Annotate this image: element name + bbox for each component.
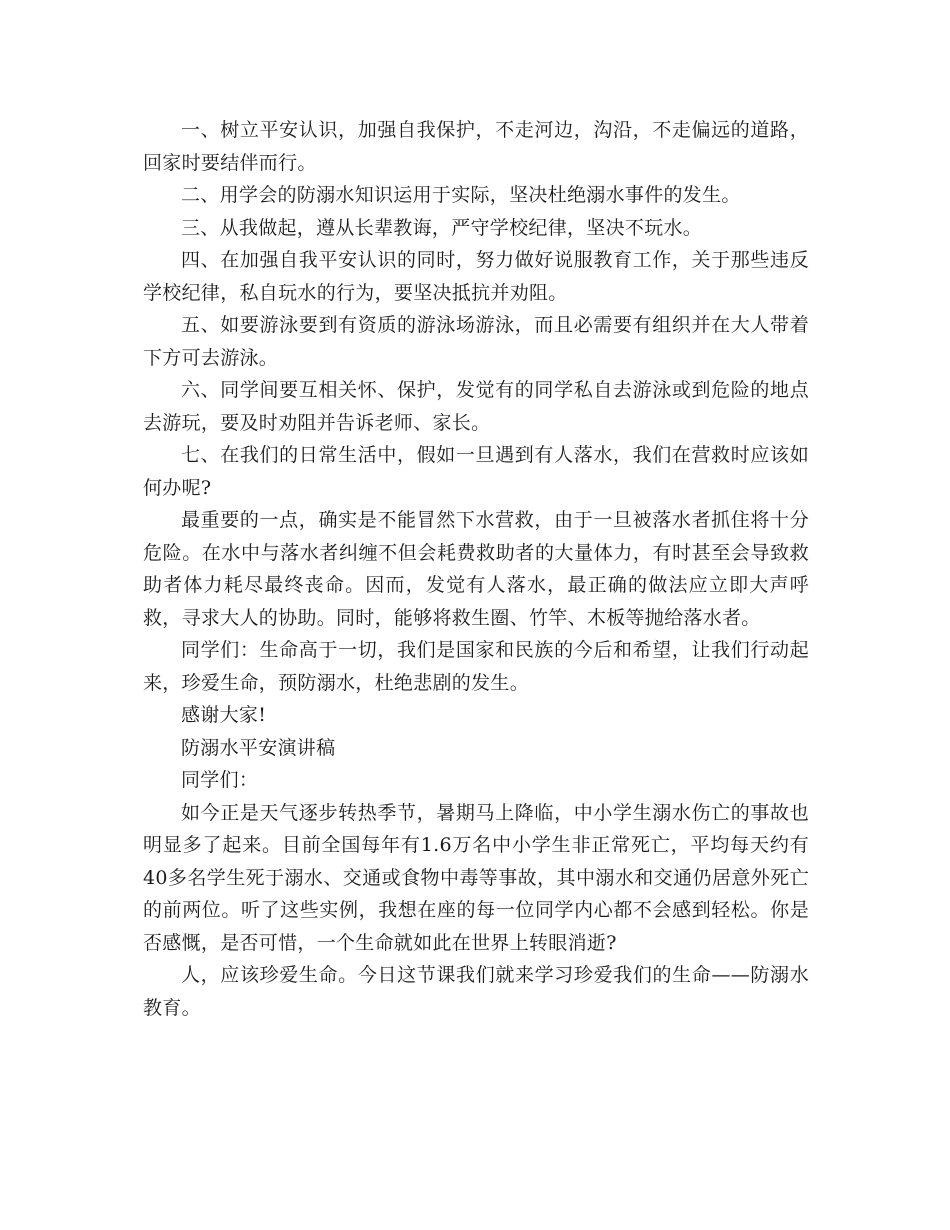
salutation: 同学们： xyxy=(181,769,259,791)
paragraph-13: 如今正是天气逐步转热季节，暑期马上降临，中小学生溺水伤亡的事故也明显多了起来。目前全国每年有1.6万名中小学生非正常死亡，平均每天约有40多名学生死于溺水、交通或食物中毒等事故，其中溺水和交通仍居意外死亡的前两位。听了这些实例，我想在座的每一位同学内心都不会感到轻松。你是否感慨，是否可惜，一个生命就如此在世界上转眼消逝? xyxy=(143,801,809,954)
paragraph-2: 二、用学会的防溺水知识运用于实际，坚决杜绝溺水事件的发生。 xyxy=(181,184,741,206)
paragraph-10: 感谢大家! xyxy=(181,704,267,726)
paragraph-8: 最重要的一点，确实是不能冒然下水营救，由于一旦被落水者抓住将十分危险。在水中与落水者纠缠不但会耗费救助者的大量体力，有时甚至会导致救助者体力耗尽最终丧命。因而，发觉有人落水，最正确的做法应立即大声呼救，寻求大人的协助。同时，能够将救生圈、竹竿、木板等抛给落水者。 xyxy=(143,509,809,629)
paragraph-1: 一、树立平安认识，加强自我保护，不走河边，沟沿，不走偏远的道路，回家时要结伴而行。 xyxy=(143,119,809,174)
paragraph-5: 五、如要游泳要到有资质的游泳场游泳，而且必需要有组织并在大人带着下方可去游泳。 xyxy=(143,314,809,369)
paragraph-3: 三、从我做起，遵从长辈教诲，严守学校纪律，坚决不玩水。 xyxy=(181,216,703,239)
paragraph-6: 六、同学间要互相关怀、保护，发觉有的同学私自去游泳或到危险的地点去游玩，要及时劝阻并告诉老师、家长。 xyxy=(143,379,809,434)
paragraph-14: 人，应该珍爱生命。今日这节课我们就来学习珍爱我们的生命——防溺水教育。 xyxy=(143,964,809,1019)
paragraph-7: 七、在我们的日常生活中，假如一旦遇到有人落水，我们在营救时应该如何办呢? xyxy=(143,444,809,499)
section-title: 防溺水平安演讲稿 xyxy=(181,736,336,759)
paragraph-4: 四、在加强自我平安认识的同时，努力做好说服教育工作，关于那些违反学校纪律，私自玩水的行为，要坚决抵抗并劝阻。 xyxy=(143,249,809,304)
paragraph-9: 同学们：生命高于一切，我们是国家和民族的今后和希望，让我们行动起来，珍爱生命，预防溺水，杜绝悲剧的发生。 xyxy=(143,639,809,694)
document-body xyxy=(143,114,809,1024)
